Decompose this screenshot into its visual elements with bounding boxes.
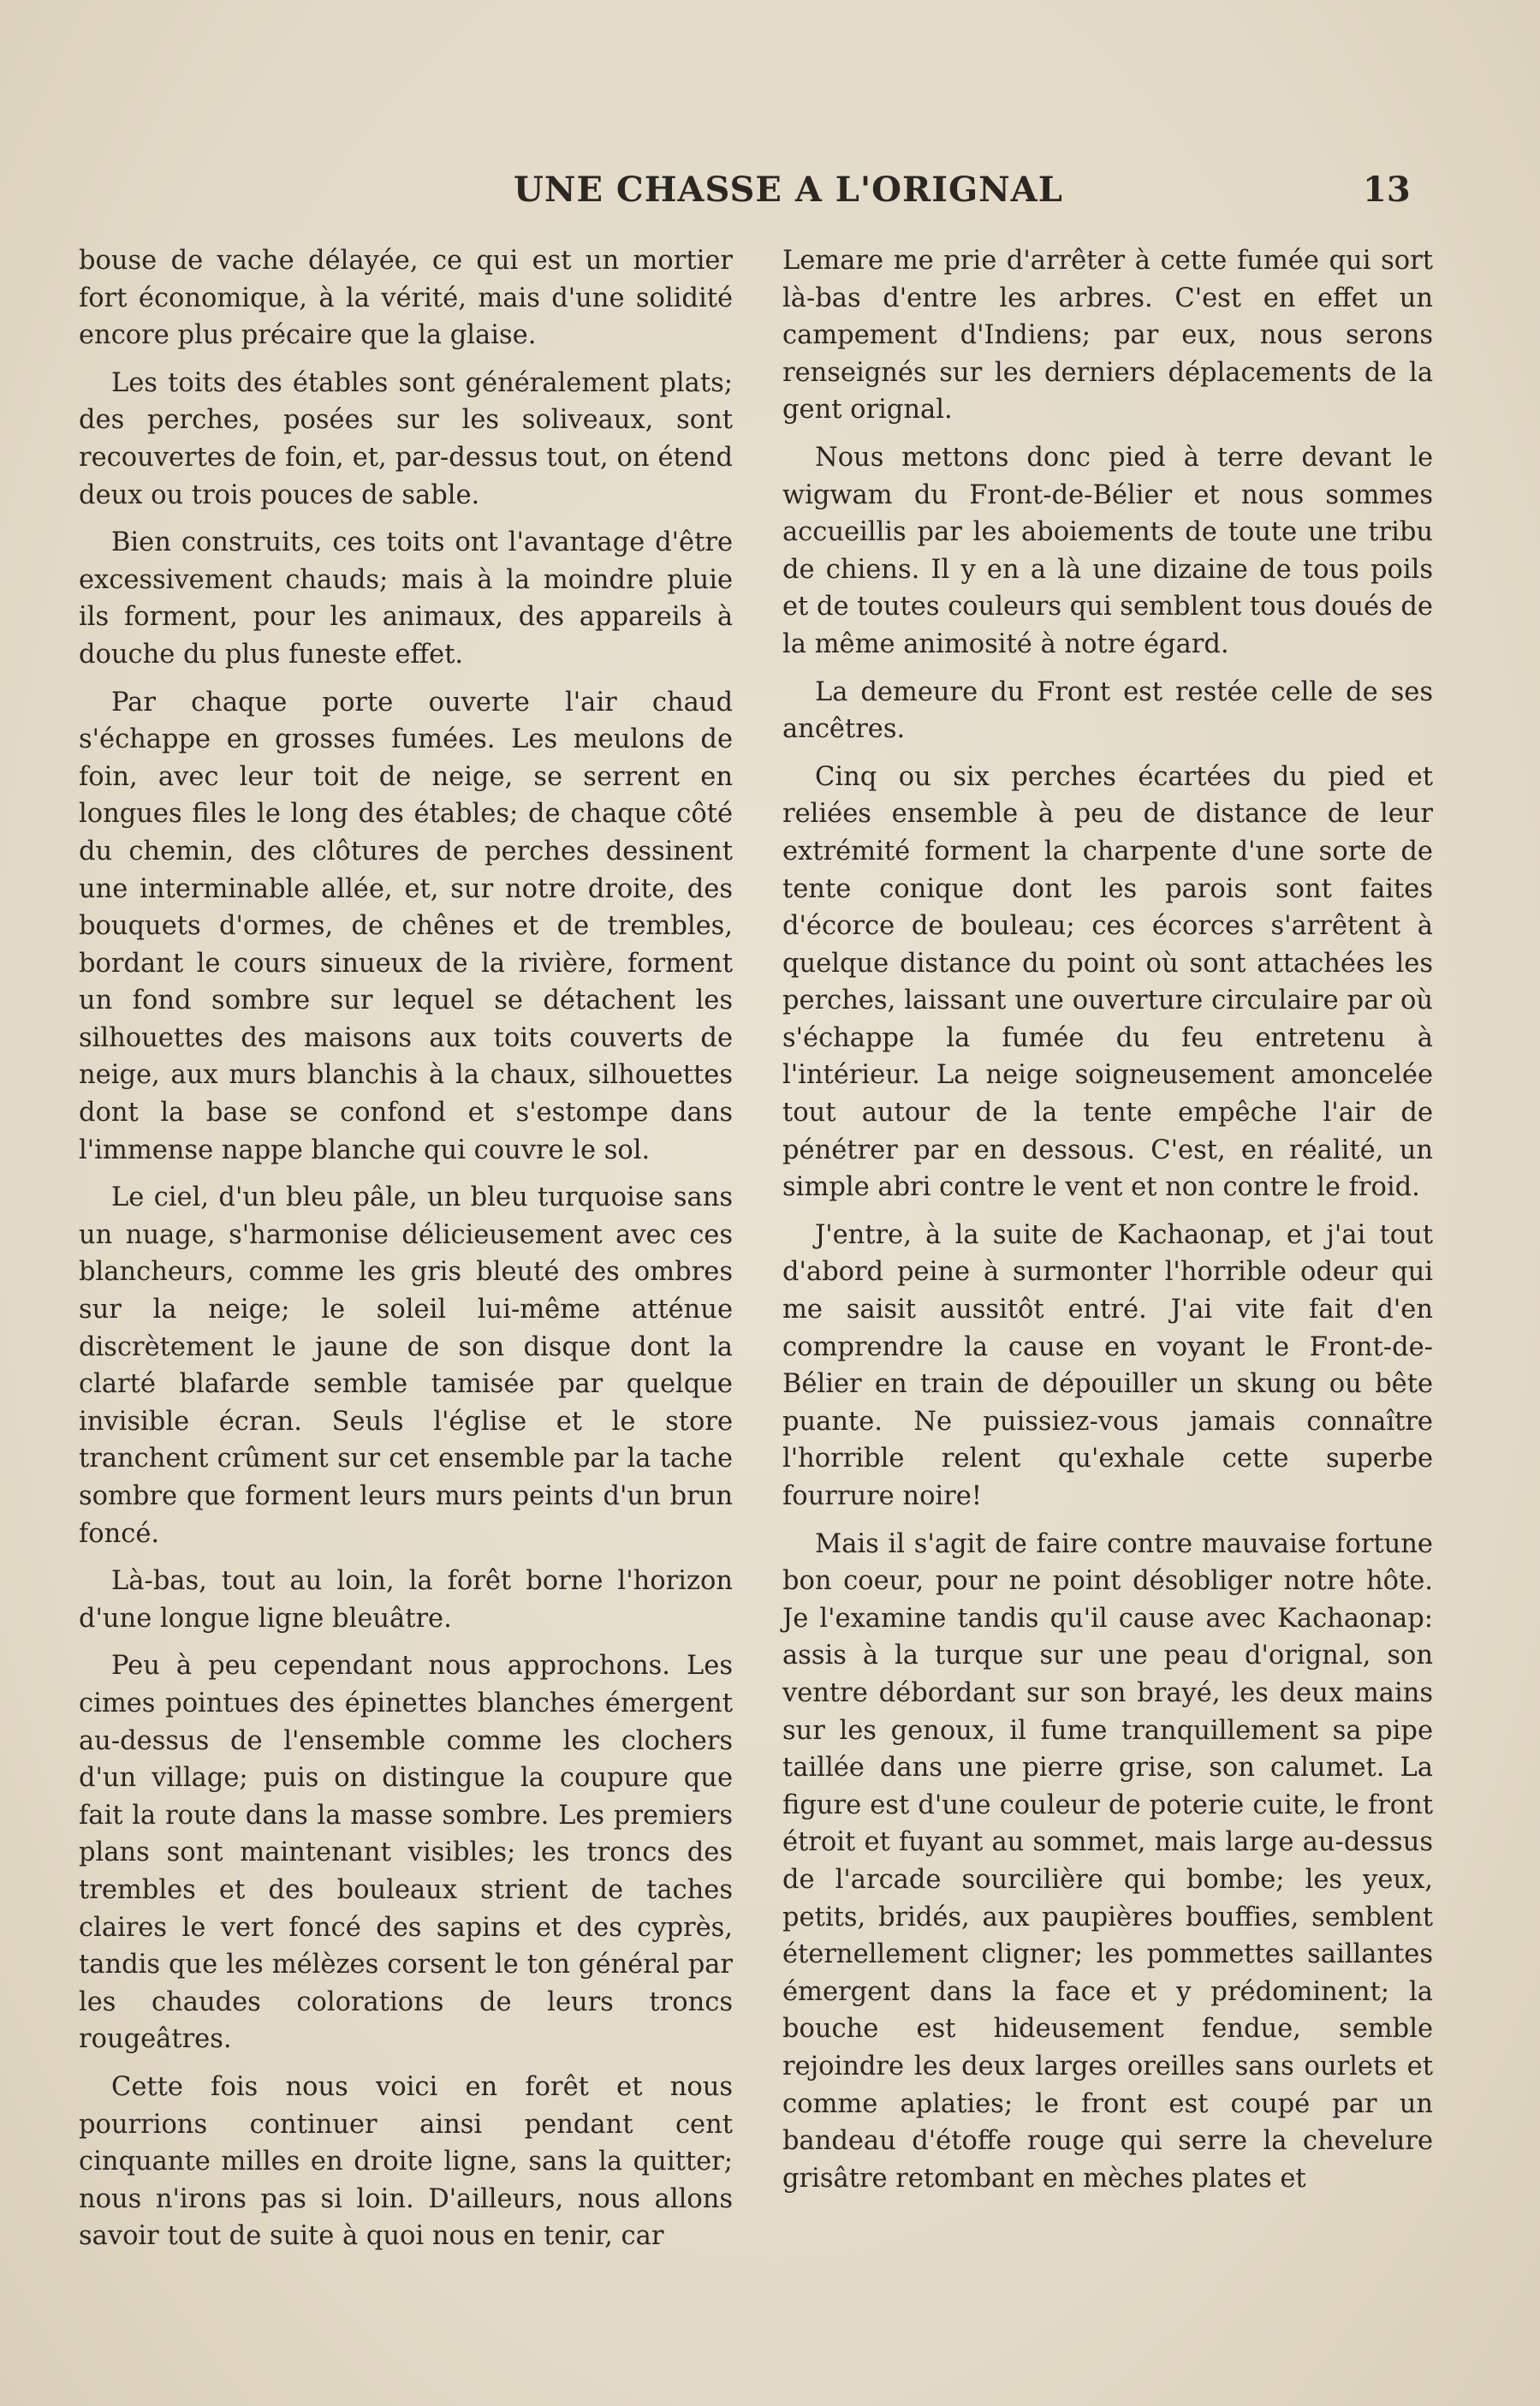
paragraph: Nous mettons donc pied à terre devant le wigwam du Front-de-Bélier et nous sommes accueillis par les aboiements de toute une tribu de chiens. Il y en a là une dizaine de tous poils et de toutes couleurs qui semblent tous doués de la même animosité à notre égard. <box>782 442 1433 659</box>
paragraph: Bien construits, ces toits ont l'avantage d'être excessivement chauds; mais à la moindre pluie ils forment, pour les animaux, des appareils à douche du plus funeste effet. <box>79 527 733 670</box>
page-header <box>0 170 1540 221</box>
paragraph: Lemare me prie d'arrêter à cette fumée qui sort là-bas d'entre les arbres. C'est en effet un campement d'Indiens; par eux, nous serons renseignés sur les derniers déplacements de la gent orignal. <box>782 246 1433 426</box>
paragraph: bouse de vache délayée, ce qui est un mortier fort économique, à la vérité, mais d'une solidité encore plus précaire que la glaise. <box>79 246 733 351</box>
paragraph: J'entre, à la suite de Kachaonap, et j'ai tout d'abord peine à surmonter l'horrible odeur qui me saisit aussitôt entré. J'ai vite fait d'en comprendre la cause en voyant le Front-de-Bélier en train de dépouiller un skung ou bête puante. Ne puissiez-vous jamais connaître l'horrible relent qu'exhale cette superbe fourrure noire! <box>782 1219 1433 1511</box>
paragraph: Les toits des étables sont généralement plats; des perches, posées sur les soliveaux, sont recouvertes de foin, et, par-dessus tout, on étend deux ou trois pouces de sable. <box>79 367 733 510</box>
page-number: 13 <box>1363 170 1411 210</box>
paragraph: Peu à peu cependant nous approchons. Les cimes pointues des épinettes blanches émergent au-dessus de l'ensemble comme les clochers d'un village; puis on distingue la coupure que fait la route dans la masse sombre. Les premiers plans sont maintenant visibles; les troncs des trembles et des bouleaux strient de taches claires le vert foncé des sapins et des cyprès, tandis que les mélèzes corsent le ton général par les chaudes colorations de leurs troncs rougeâtres. <box>79 1651 733 2055</box>
paragraph: Là-bas, tout au loin, la forêt borne l'horizon d'une longue ligne bleuâtre. <box>79 1566 733 1634</box>
paragraph: Le ciel, d'un bleu pâle, un bleu turquoise sans un nuage, s'harmonise délicieusement avec ces blancheurs, comme les gris bleuté des ombres sur la neige; le soleil lui-même atténue discrètement le jaune de son disque dont la clarté blafarde semble tamisée par quelque invisible écran. Seuls l'église et le store tranchent crûment sur cet ensemble par la tache sombre que forment leurs murs peints d'un brun foncé. <box>79 1182 733 1549</box>
paragraph: Cette fois nous voici en forêt et nous pourrions continuer ainsi pendant cent cinquante milles en droite ligne, sans la quitter; nous n'irons pas si loin. D'ailleurs, nous allons savoir tout de suite à quoi nous en tenir, car <box>79 2071 733 2252</box>
paragraph: Par chaque porte ouverte l'air chaud s'échappe en grosses fumées. Les meulons de foin, avec leur toit de neige, se serrent en longues files le long des étables; de chaque côté du chemin, des clôtures de perches dessinent une interminable allée, et, sur notre droite, des bouquets d'ormes, de chênes et de trembles, bordant le cours sinueux de la rivière, forment un fond sombre sur lequel se détachent les silhouettes des maisons aux toits couverts de neige, aux murs blanchis à la chaux, silhouettes dont la base se confond et s'estompe dans l'immense nappe blanche qui couvre le sol. <box>79 687 733 1165</box>
paragraph: La demeure du Front est restée celle de ses ancêtres. <box>782 676 1433 745</box>
paragraph: Cinq ou six perches écartées du pied et reliées ensemble à peu de distance de leur extrémité forment la charpente d'une sorte de tente conique dont les parois sont faites d'écorce de bouleau; ces écorces s'arrêtent à quelque distance du point où sont attachées les perches, laissant une ouverture circulaire par où s'échappe la fumée du feu entretenu à l'intérieur. La neige soigneusement amoncelée tout autour de la tente empêche l'air de pénétrer par en dessous. C'est, en réalité, un simple abri contre le vent et non contre le froid. <box>782 761 1433 1203</box>
left-column <box>79 242 733 2255</box>
running-title: UNE CHASSE A L'ORIGNAL <box>514 170 1063 210</box>
right-column <box>782 242 1433 2197</box>
paragraph: Mais il s'agit de faire contre mauvaise fortune bon coeur, pour ne point désobliger notre hôte. Je l'examine tandis qu'il cause avec Kachaonap: assis à la turque sur une peau d'orignal, son ventre débordant sur son brayé, les deux mains sur les genoux, il fume tranquillement sa pipe taillée dans une pierre grise, son calumet. La figure est d'une couleur de poterie cuite, le front étroit et fuyant au sommet, mais large au-dessus de l'arcade sourcilière qui bombe; les yeux, petits, bridés, aux paupières bouffies, semblent éternellement cligner; les pommettes saillantes émergent dans la face et y prédominent; la bouche est hideusement fendue, semble rejoindre les deux larges oreilles sans ourlets et comme aplaties; le front est coupé par un bandeau d'étoffe rouge qui serre la chevelure grisâtre retombant en mèches plates et <box>782 1528 1433 2194</box>
